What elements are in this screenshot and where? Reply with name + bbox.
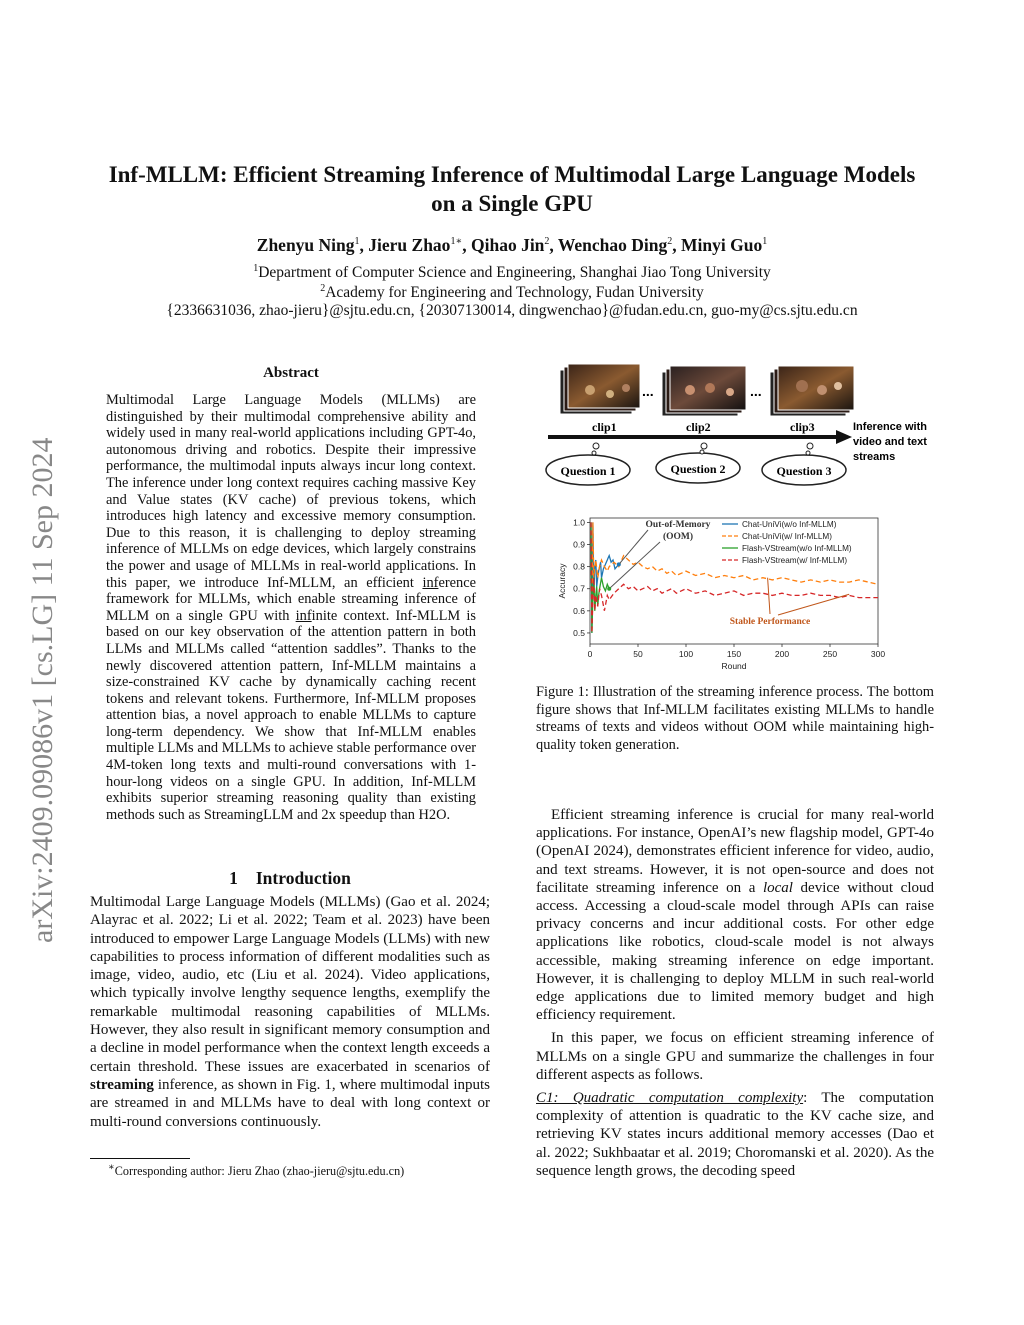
author-list: [80, 235, 944, 256]
oom-point-flash-vstream: [607, 587, 611, 591]
series-line-1: [591, 522, 619, 633]
author: Jieru Zhao$^{1∗}$,: [368, 235, 471, 255]
section-heading-introduction: 1 Introduction: [229, 868, 351, 888]
x-tick-label: 300: [870, 649, 886, 659]
clip-label-2: clip2: [686, 420, 711, 434]
author-emails: {2336631036, zhao-jieru}@sjtu.edu.cn, {20307130014, dingwenchao}@fudan.edu.cn, guo-my@cs.sjtu.edu.cn: [166, 302, 858, 319]
accuracy-chart: [548, 512, 888, 672]
title-line-1: Inf-MLLM: Efficient Streaming Inference of Multimodal Large Language Models: [108, 162, 916, 187]
clip-label-3: clip3: [790, 420, 815, 434]
ellipsis-2: ...: [750, 383, 762, 399]
ellipsis-1: ...: [642, 383, 654, 399]
stable-arrow-line: [778, 594, 849, 615]
y-axis-label: Accuracy: [557, 563, 567, 599]
paragraph: In this paper, we focus on efficient streaming inference of MLLMs on a single GPU and summarize the challenges in four different aspects as follows.: [536, 1030, 934, 1083]
abstract-body: Multimodal Large Language Models (MLLMs) are distinguished by their multimodal comprehensive ability and widely used in many real-world applications including GPT-4o, autonomous driving and robotics. Despite their impressive performance, the multimodal inputs always incur long context. The inference under long context requires caching massive Key and Value states (KV cache) of previous tokens, which introduces high latency and excessive memory consumption. Due to this reason, it is challenging to deploy streaming inference of MLLMs on edge devices, which largely constrains the power and usage of MLLMs in real-world applications. In this paper, we introduce Inf-MLLM, an efficient inference framework for MLLMs, which enable streaming inference of MLLM on a single GPU with infinite context. Inf-MLLM is based on our key observation of the attention pattern in both LLMs and MLLMs called “attention saddles”. Thanks to the newly discovered attention pattern, Inf-MLLM maintains a size-constrained KV cache by dynamically caching recent tokens and relevant tokens. Furthermore, Inf-MLLM proposes attention bias, a novel approach to enable MLLMs to capture long-term dependency. We show that Inf-MLLM enables multiple LLMs and MLLMs to achieve stable performance over 4M-token long texts and multi-round conversations with 1-hour-long videos on a single GPU. In addition, Inf-MLLM exhibits superior streaming reasoning quality than existing methods such as StreamingLLM and 2x speedup than H2O.: [106, 392, 476, 823]
svg-text:Question 1: Question 1: [560, 464, 616, 478]
author: Zhenyu Ning$^1$,: [256, 235, 369, 255]
legend-label: Chat-UniVi(w/o Inf-MLLM): [742, 520, 837, 529]
oom-arrow-line: [609, 542, 660, 589]
arxiv-stamp: [18, 355, 62, 945]
footnote-rule: [90, 1158, 190, 1159]
stable-arrow-line: [768, 578, 770, 614]
y-tick-label: 0.9: [573, 539, 585, 550]
clip-label-1: clip1: [592, 420, 617, 434]
oom-arrow-line: [619, 530, 648, 564]
arxiv-id: arXiv:2409.09086v1 [cs.LG] 11 Sep 2024: [26, 437, 59, 943]
oom-annotation: (OOM): [662, 532, 694, 542]
author: Wenchao Ding$^2$,: [557, 235, 682, 255]
x-tick-label: 250: [822, 649, 838, 659]
paragraph: Efficient streaming inference is crucial for many real-world applications. For instance, OpenAI’s new flagship model, GPT-4o (OpenAI 2024), demonstrates efficient inference for video, audio, and text streams. However, it is not open-source and does not facilitate streaming inference on a local device without cloud access. Accessing a cloud-scale model through APIs can raise privacy concerns and incur additional costs. For other edge applications like robotics, cloud-scale model is not always accessible, making streaming inference on edge important. However, it is challenging to deploy MLLM in such real-world edge applications due to limited memory budget and high efficiency requirement.: [536, 807, 934, 1024]
x-tick-label: 0: [587, 649, 593, 659]
legend-label: Flash-VStream(w/o Inf-MLLM): [742, 544, 852, 553]
y-tick-label: 1.0: [573, 517, 585, 528]
x-axis-label: Round: [721, 661, 747, 671]
paper-title: [80, 160, 944, 218]
footnote: ∗Corresponding author: Jieru Zhao (zhao-jieru@sjtu.edu.cn): [108, 1162, 405, 1179]
svg-text:Question 3: Question 3: [776, 464, 832, 478]
paragraph: C1: Quadratic computation complexity: The computation complexity of attention is quadratic to the KV cache size, and retrieving KV states incurs additional memory accesses (Dao et al. 2022; Sukhbaatar et al. 2019; Choromanski et al. 2020). As the sequence length grows, the decoding speed: [536, 1090, 934, 1179]
question-cloud-3: [762, 443, 846, 485]
video-frames-clip2: [662, 366, 746, 416]
right-column-body: [536, 806, 934, 1180]
title-line-2: on a Single GPU: [431, 191, 593, 216]
oom-annotation: Out-of-Memory: [645, 520, 711, 530]
y-tick-label: 0.7: [573, 583, 585, 594]
stream-label: Inference with video and text streams: [853, 421, 927, 463]
introduction-body: Multimodal Large Language Models (MLLMs) (Gao et al. 2024; Alayrac et al. 2022; Li et al. 2022; Team et al. 2023) have been introduced to empower Large Language Models (LLMs) with new capabilities to process information of different modalities such as image, video, audio, etc (Liu et al. 2024). Video applications, which typically involve lengthy sequence lengths, exemplify the remarkable multimodal reasoning capabilities of MLLMs. However, they also result in significant memory consumption and a decline in model performance when the context length exceeds a certain threshold. These issues are exacerbated in scenarios of streaming inference, as shown in Fig. 1, where multimodal inputs are streamed in and MLLMs have to deal with long context or multi-round conversions continuously.: [90, 894, 490, 1130]
x-tick-label: 150: [726, 649, 742, 659]
question-cloud-1: [546, 443, 630, 485]
x-tick-label: 100: [678, 649, 694, 659]
question-cloud-2: [656, 443, 740, 483]
video-frames-clip3: [770, 366, 854, 416]
affiliation-1: $^1$Department of Computer Science and Engineering, Shanghai Jiao Tong University: [253, 263, 771, 282]
figure-1-caption: Figure 1: Illustration of the streaming inference process. The bottom figure shows that Inf-MLLM facilitates existing MLLMs to handle streams of texts and videos without OOM while maintaining high-quality token generation.: [536, 684, 934, 753]
timeline-arrowhead: [836, 430, 852, 444]
affiliation-2: $^2$Academy for Engineering and Technology, Fudan University: [320, 283, 704, 302]
video-frames-clip1: [560, 364, 640, 414]
legend-label: Flash-VStream(w/ Inf-MLLM): [742, 556, 848, 565]
x-tick-label: 200: [774, 649, 790, 659]
stable-annotation: Stable Performance: [729, 617, 811, 627]
y-tick-label: 0.5: [573, 627, 585, 638]
legend-label: Chat-UniVi(w/ Inf-MLLM): [742, 532, 832, 541]
y-tick-label: 0.8: [573, 561, 585, 572]
author: Minyi Guo$^1$: [681, 235, 768, 255]
streaming-diagram: [540, 360, 940, 510]
svg-text:Question 2: Question 2: [670, 462, 726, 476]
x-tick-label: 50: [633, 649, 643, 659]
oom-point-chat-univi: [617, 562, 621, 566]
abstract-heading: Abstract: [263, 365, 319, 381]
author: Qihao Jin$^2$,: [470, 235, 558, 255]
y-tick-label: 0.6: [573, 605, 585, 616]
